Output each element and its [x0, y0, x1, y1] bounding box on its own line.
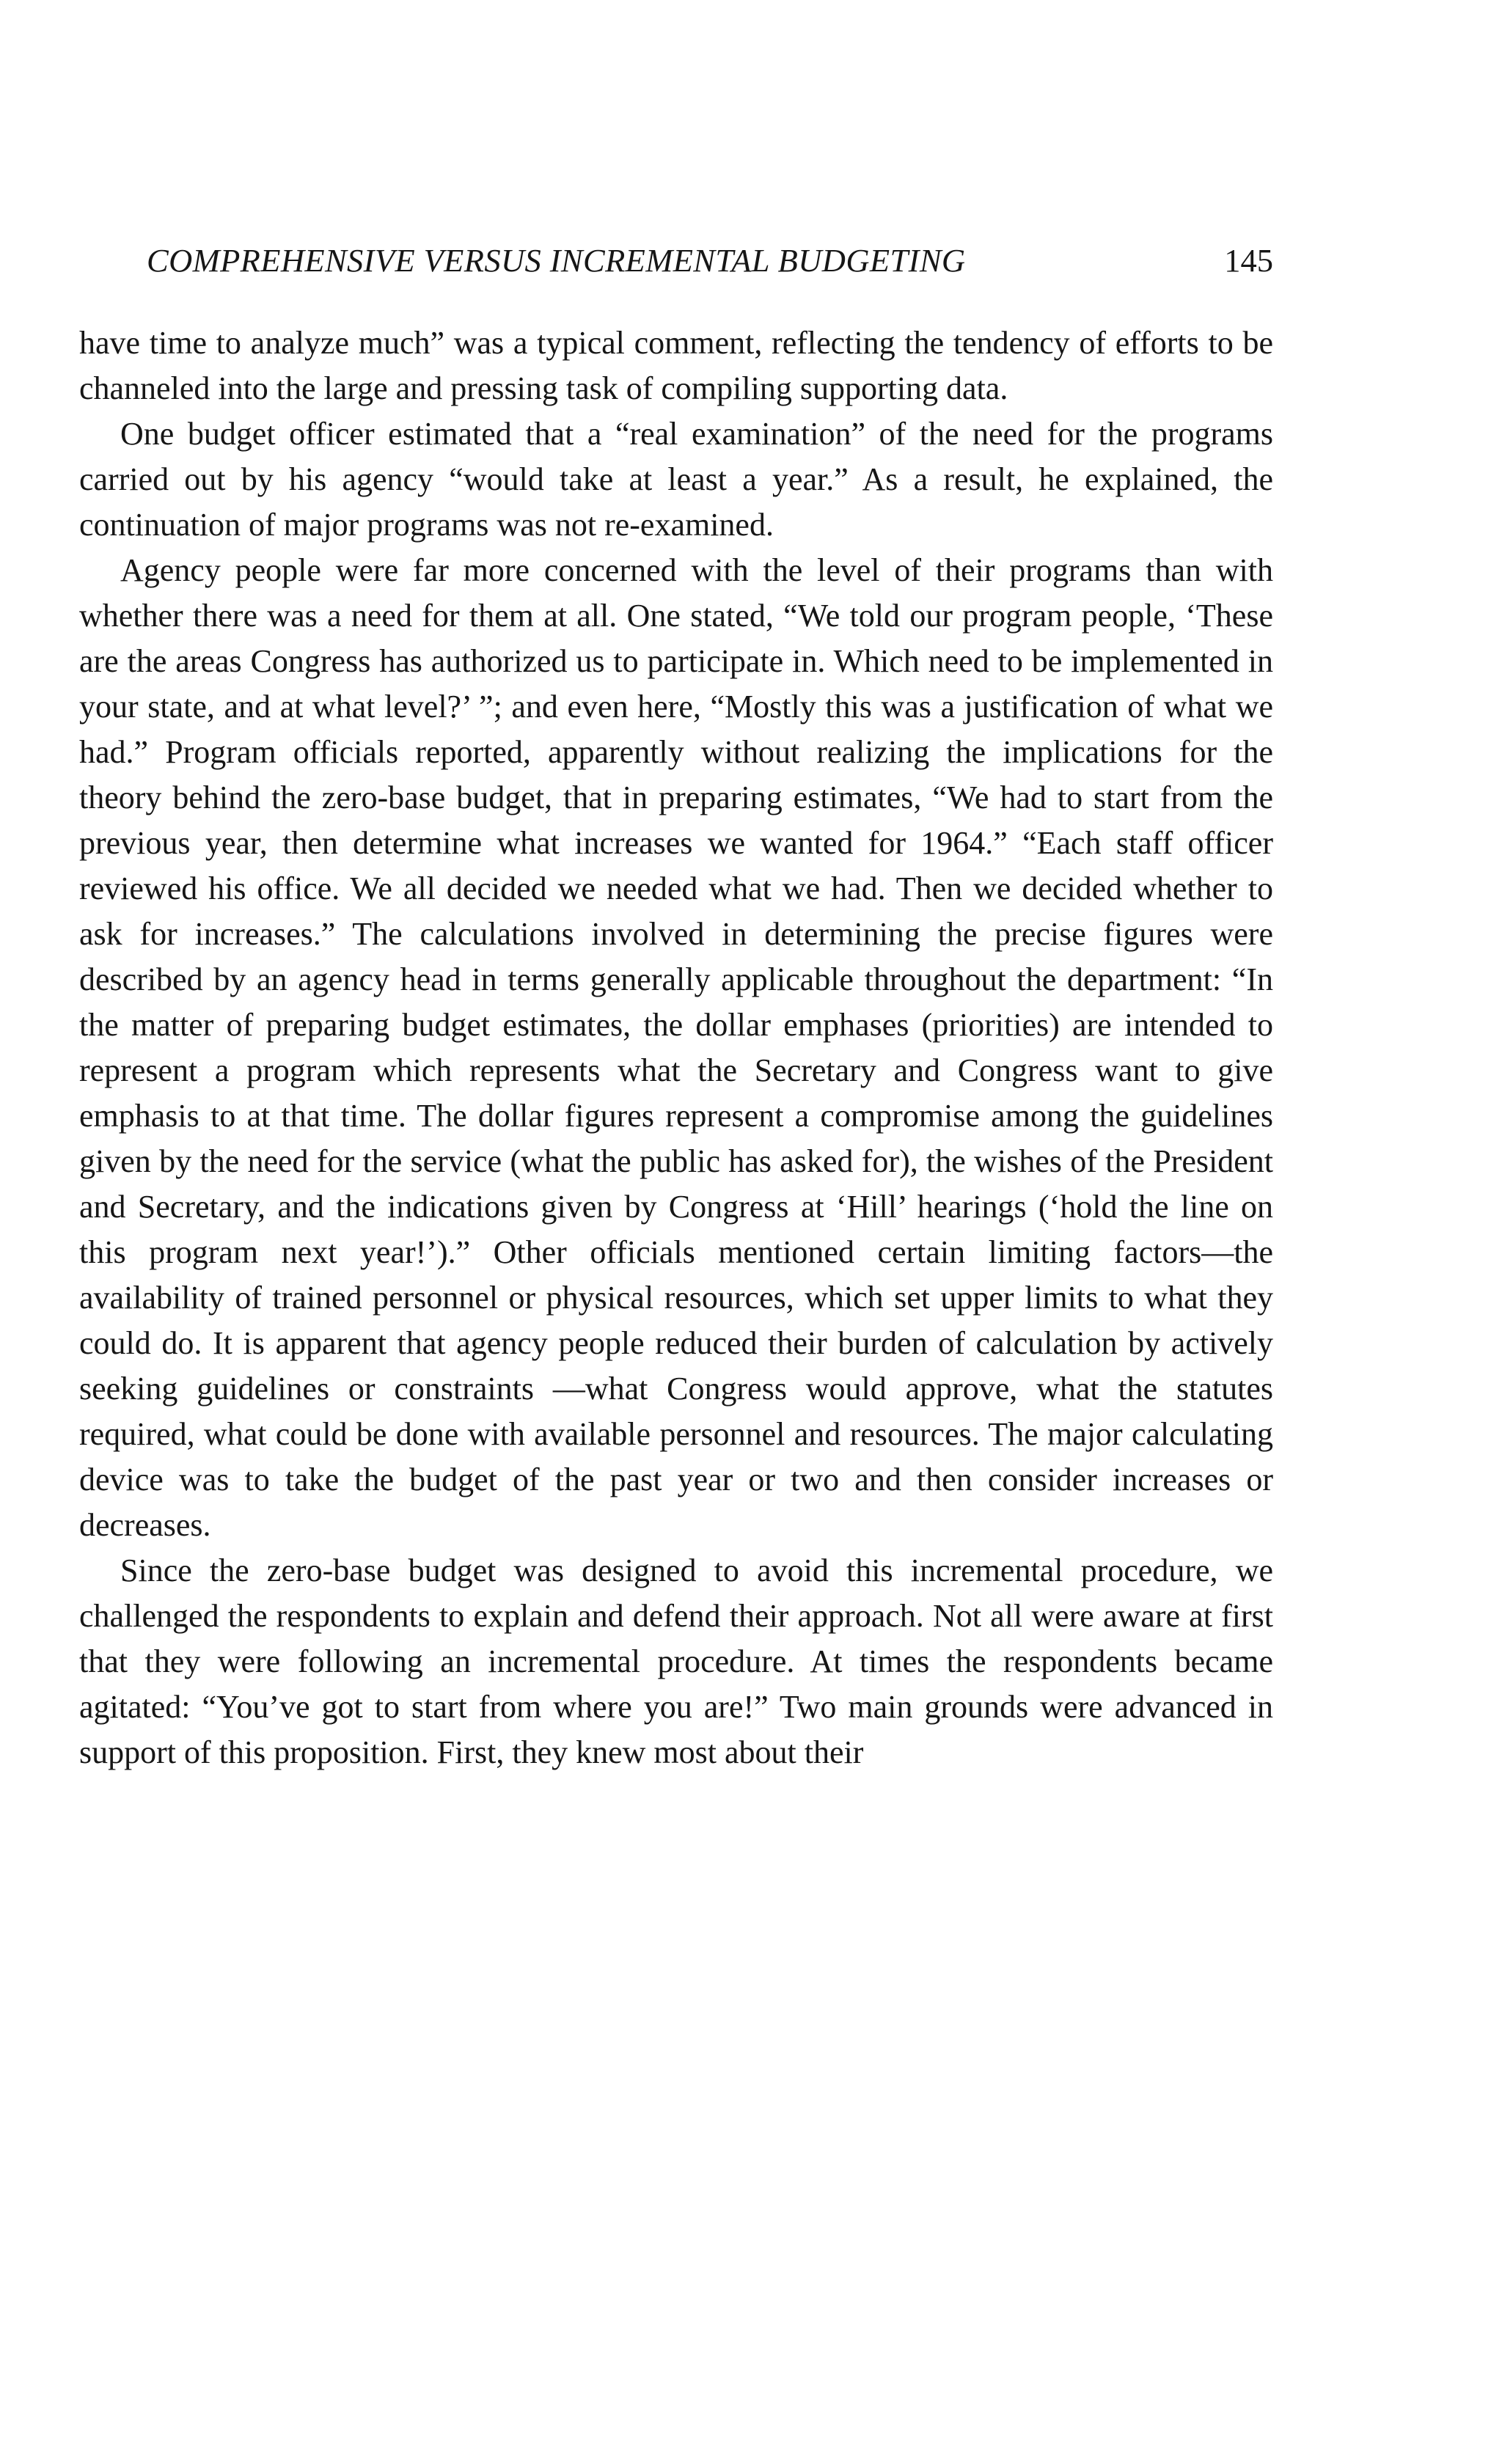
running-head: [79, 235, 1273, 286]
running-title: COMPREHENSIVE VERSUS INCREMENTAL BUDGETING: [147, 242, 966, 279]
page-number: 145: [1224, 242, 1273, 279]
paragraph: Since the zero-base budget was designed to avoid this incremental procedure, we challenged the respondents to explain and defend their approach. Not all were aware at first that they were following an incremental procedure. At times the respondents became agitated: “You’ve got to start from where you are!” Two main grounds were advanced in support of this proposition. First, they knew most about their: [79, 1552, 1273, 1770]
paragraph-continued: have time to analyze much” was a typical comment, reflecting the tendency of efforts to be channeled into the large and pressing task of compiling supporting data.: [79, 325, 1273, 406]
paragraph: One budget officer estimated that a “real examination” of the need for the programs carried out by his agency “would take at least a year.” As a result, he explained, the continuation of major programs was not re-examined.: [79, 416, 1273, 543]
body-text: [79, 320, 1273, 1775]
document-page: [79, 235, 1273, 1775]
paragraph: Agency people were far more concerned with the level of their programs than with whether there was a need for them at all. One stated, “We told our program people, ‘These are the areas Congress has authorized us to participate in. Which need to be implemented in your state, and at what level?’ ”; and even here, “Mostly this was a justification of what we had.” Program officials reported, apparently without realizing the implications for the theory behind the zero-base budget, that in preparing estimates, “We had to start from the previous year, then determine what increases we wanted for 1964.” “Each staff officer reviewed his office. We all decided we needed what we had. Then we decided whether to ask for increases.” The calculations involved in determining the precise figures were described by an agency head in terms generally applicable throughout the department: “In the matter of preparing budget estimates, the dollar emphases (priorities) are intended to represent a program which represents what the Secretary and Congress want to give emphasis to at that time. The dollar figures represent a compromise among the guidelines given by the need for the service (what the public has asked for), the wishes of the President and Secretary, and the indications given by Congress at ‘Hill’ hearings (‘hold the line on this program next year!’).” Other officials mentioned certain limiting factors—the availability of trained personnel or physical resources, which set upper limits to what they could do. It is apparent that agency people reduced their burden of calculation by actively seeking guidelines or constraints —what Congress would approve, what the statutes required, what could be done with available personnel and resources. The major calculating device was to take the budget of the past year or two and then consider increases or decreases.: [79, 552, 1273, 1543]
